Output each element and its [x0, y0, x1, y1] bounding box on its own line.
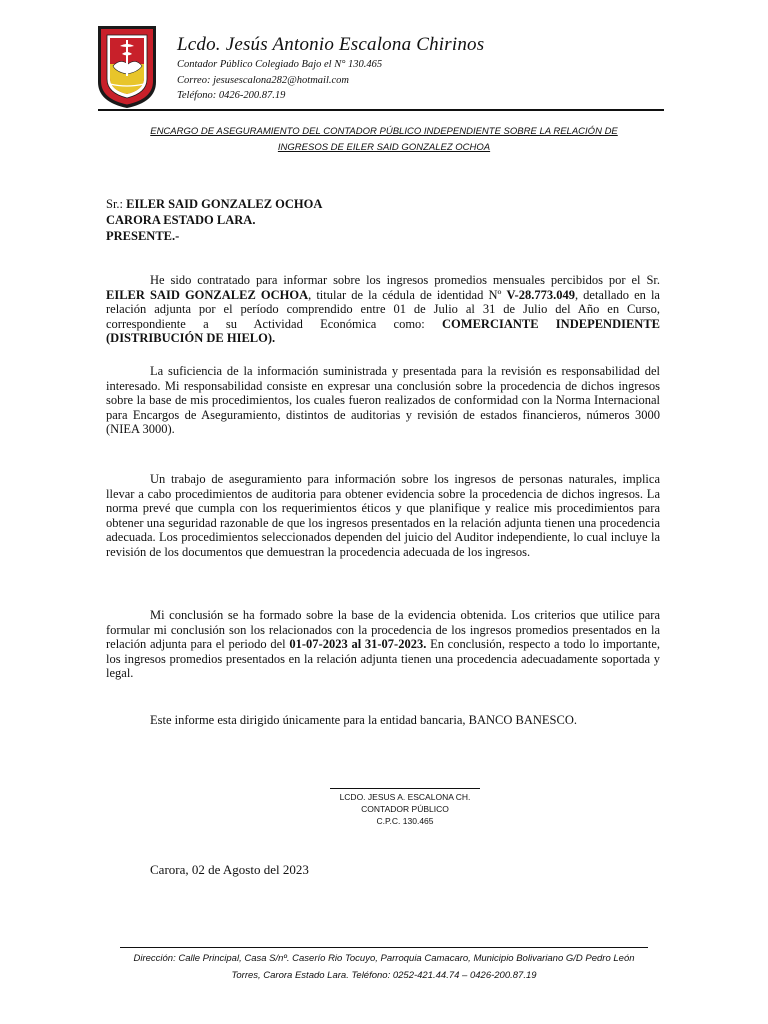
letterhead-phone: Teléfono: 0426-200.87.19: [177, 90, 286, 101]
signature-block: [300, 791, 510, 827]
document-title: [120, 124, 648, 156]
header-divider: [98, 109, 664, 111]
paragraph-assurance-work: Un trabajo de aseguramiento para información sobre los ingresos de personas naturales, implica llevar a cabo procedimientos de auditoria para obtener evidencia sobre la procedencia de dichos ingresos. La norma prevé que cumpla con los requerimientos éticos y que planifique y realice mis procedimientos para obtener una seguridad razonable de que los ingresos presentados en la relación adjunta tienen una procedencia adecuada. Los procedimientos seleccionados dependen del juicio del Auditor independiente, lo cual incluye la revisión de los documentos que demuestran la procedencia adecuada de los ingresos.: [106, 472, 660, 559]
footer-line-2: Torres, Carora Estado Lara. Teléfono: 0252-421.44.74 – 0426-200.87.19: [231, 970, 537, 981]
id-number: V-28.773.049: [506, 287, 575, 302]
addressee-prefix: Sr.:: [106, 197, 127, 211]
addressee-line: [106, 197, 322, 212]
addressee-city: CARORA ESTADO LARA.: [106, 213, 256, 227]
signature-line: [330, 788, 480, 789]
letterhead-name: Lcdo. Jesús Antonio Escalona Chirinos: [177, 34, 485, 55]
letterhead-license: Contador Público Colegiado Bajo el N° 130.465: [177, 59, 383, 70]
signer-name: LCDO. JESUS A. ESCALONA CH.: [339, 792, 471, 802]
paragraph-engagement: He sido contratado para informar sobre los ingresos promedios mensuales percibidos por el Sr. EILER SAID GONZALEZ OCHOA, titular de la cédula de identidad Nº V-28.773.049, detallado en la relación adjunta por el período comprendido entre 01 de Julio al 31 de Julio del Año en Curso, correspondiente a su Actividad Económica como: COMERCIANTE INDEPENDIENTE (DISTRIBUCIÓN DE HIELO).: [106, 273, 660, 346]
letterhead-email[interactable]: Correo: jesusescalona282@hotmail.com: [177, 75, 350, 86]
paragraph-responsibility: La suficiencia de la información suministrada y presentada para la revisión es responsabilidad del interesado. Mi responsabilidad consiste en expresar una conclusión sobre la procedencia de dichos ingresos sobre la base de mis procedimientos, los cuales fueron realizados de conformidad con la Norma Internacional para Encargos de Aseguramiento, distintos de auditorias y revisión de estados financieros, números 3000 (NIEA 3000).: [106, 364, 660, 437]
title-line-2: INGRESOS DE EILER SAID GONZALEZ OCHOA: [277, 142, 491, 153]
footer-address: [106, 950, 662, 984]
addressee-presente: PRESENTE.-: [106, 229, 180, 243]
title-line-1: ENCARGO DE ASEGURAMIENTO DEL CONTADOR PÚBLICO INDEPENDIENTE SOBRE LA RELACIÓN DE: [150, 126, 618, 137]
signer-role: CONTADOR PÚBLICO: [361, 804, 449, 814]
footer-divider: [120, 947, 648, 948]
economic-activity: COMERCIANTE INDEPENDIENTE (DISTRIBUCIÓN DE HIELO).: [106, 316, 660, 346]
paragraph-recipient: Este informe esta dirigido únicamente para la entidad bancaria, BANCO BANESCO.: [150, 713, 577, 727]
footer-line-1: Dirección: Calle Principal, Casa S/nº. Caserío Rio Tocuyo, Parroquia Camacaro, Municipio Bolivariano G/D Pedro León: [133, 953, 635, 964]
addressee-name: EILER SAID GONZALEZ OCHOA: [126, 197, 323, 211]
association-seal-logo: [96, 24, 158, 110]
period-dates: 01-07-2023 al 31-07-2023.: [289, 637, 427, 652]
place-date: Carora, 02 de Agosto del 2023: [150, 862, 309, 877]
signer-cpc: C.P.C. 130.465: [376, 816, 434, 826]
client-name: EILER SAID GONZALEZ OCHOA: [106, 287, 309, 302]
paragraph-conclusion: Mi conclusión se ha formado sobre la base de la evidencia obtenida. Los criterios que utilice para formular mi conclusión son los relacionados con la procedencia de los ingresos promedios presentados en la relación adjunta para el periodo del 01-07-2023 al 31-07-2023. En conclusión, respecto a todo lo importante, los ingresos promedios presentados en la relación adjunta tienen una procedencia adecuadamente soportada y legal.: [106, 608, 660, 681]
